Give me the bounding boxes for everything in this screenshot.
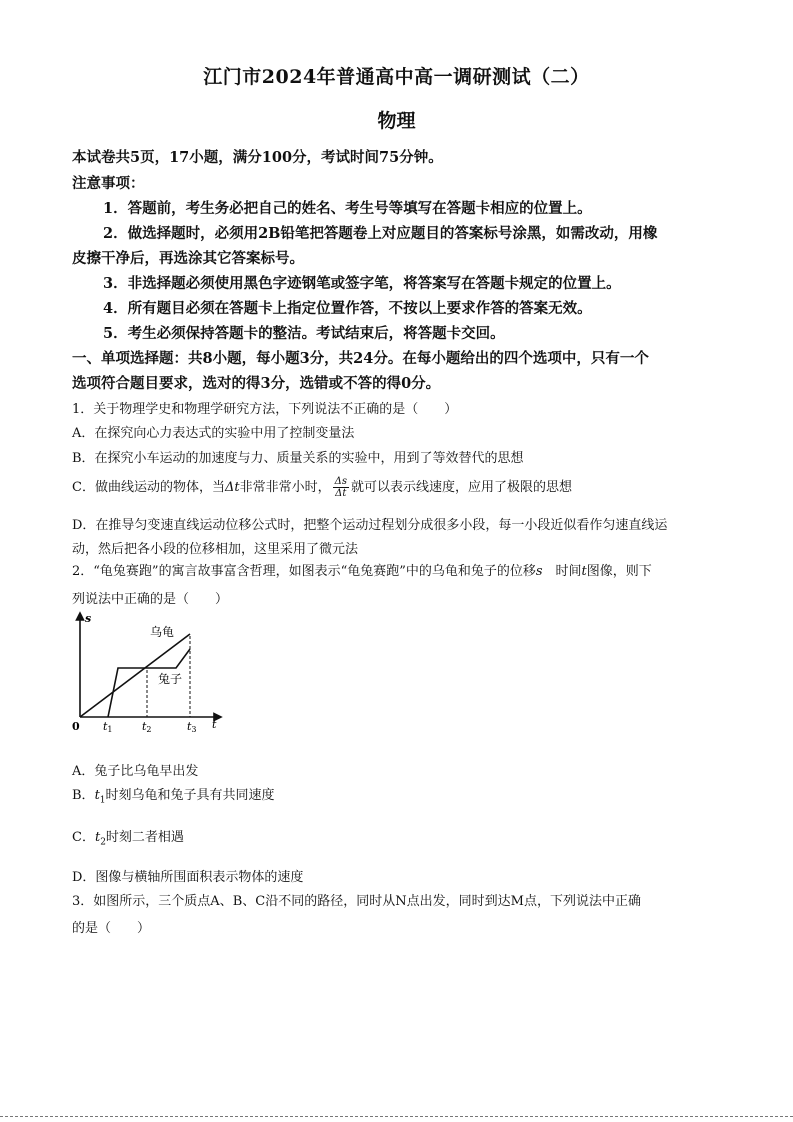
q1-option-d: D．在推导匀变速直线运动位移公式时，把整个运动过程划分成很多小段，每一小段近似看作匀速直线运 xyxy=(72,518,668,533)
t1-symbol: t xyxy=(94,788,100,803)
q2-stem-pre: 2．“龟兔赛跑”的寓言故事富含哲理，如图表示“龟兔赛跑”中的乌龟和兔子的位移 xyxy=(72,564,536,579)
t-symbol: t xyxy=(581,564,587,579)
q1-option-c-post: 就可以表示线速度，应用了极限的思想 xyxy=(350,480,572,495)
q1-option-d-cont: 动，然后把各小段的位移相加，这里采用了微元法 xyxy=(72,542,359,557)
t1-label: t1 xyxy=(103,720,113,734)
q3-stem-post: 点，下列说法中正确 xyxy=(523,894,641,909)
q2-option-a: A．兔子比乌龟早出发 xyxy=(72,764,199,779)
q3-stem-mid: 沿不同的路径，同时从 xyxy=(265,894,396,909)
q2-option-b-post: 时刻乌龟和兔子具有共同速度 xyxy=(105,788,275,803)
point-n: N xyxy=(395,894,407,909)
q2-option-c-pre: C． xyxy=(72,830,95,845)
t2-symbol: t xyxy=(94,830,101,845)
q3-sep-1: 、 xyxy=(219,894,233,909)
delta-t-symbol: Δt xyxy=(224,480,240,495)
q3-stem-pre: 3．如图所示，三个质点 xyxy=(72,894,211,909)
q1-option-c xyxy=(72,476,572,499)
page-bottom-border xyxy=(0,1116,793,1117)
point-b: B xyxy=(232,894,243,909)
rabbit-label: 兔子 xyxy=(158,672,183,686)
tortoise-label: 乌龟 xyxy=(150,625,175,639)
section1-heading: 一、单项选择题：共8小题，每小题3分，共24分。在每小题给出的四个选项中，只有一个 xyxy=(72,350,649,367)
notice-2: 2．做选择题时，必须用2B铅笔把答题卷上对应题目的答案标号涂黑，如需改动，用橡 xyxy=(103,225,658,242)
q3-stem-cont: 的是（ ） xyxy=(72,921,151,936)
t1-subscript: 1 xyxy=(99,795,106,806)
q1-option-c-mid: 非常非常小时， xyxy=(239,480,331,495)
t-axis-label: t xyxy=(212,718,217,731)
exam-intro: 本试卷共5页，17小题，满分100分，考试时间75分钟。 xyxy=(72,149,443,166)
t2-subscript: 2 xyxy=(100,837,106,848)
s-axis-label: s xyxy=(85,612,92,625)
section1-heading-cont: 选项符合题目要求，选对的得3分，选错或不答的得0分。 xyxy=(72,375,441,392)
q3-sep-2: 、 xyxy=(242,894,256,909)
point-a: A xyxy=(210,894,220,909)
notice-1: 1．答题前，考生务必把自己的姓名、考生号等填写在答题卡相应的位置上。 xyxy=(103,200,592,217)
fraction-numerator: Δs xyxy=(334,476,347,487)
notice-heading: 注意事项： xyxy=(72,175,145,192)
q2-option-b-pre: B． xyxy=(72,788,95,803)
ds-over-dt-fraction xyxy=(333,476,349,499)
t2-label: t2 xyxy=(142,720,152,734)
q3-stem-mid2: 点出发，同时到达 xyxy=(406,894,511,909)
q2-option-c-post: 时刻二者相遇 xyxy=(105,830,184,845)
t3-label: t3 xyxy=(187,720,197,734)
point-c: C xyxy=(255,894,266,909)
q3-stem xyxy=(72,890,641,909)
q2-stem-cont: 列说法中正确的是（ ） xyxy=(72,592,229,607)
notice-2-cont: 皮擦干净后，再选涂其它答案标号。 xyxy=(72,250,304,267)
s-t-graph xyxy=(70,608,230,736)
notice-3: 3．非选择题必须使用黑色字迹钢笔或签字笔，将答案写在答题卡规定的位置上。 xyxy=(103,275,621,292)
subject-title: 物理 xyxy=(377,110,416,132)
notice-5: 5．考生必须保持答题卡的整洁。考试结束后，将答题卡交回。 xyxy=(103,325,505,342)
origin-label: 0 xyxy=(72,720,80,733)
s-symbol: s xyxy=(535,564,543,579)
q2-option-c xyxy=(72,826,184,848)
q2-stem xyxy=(72,560,652,579)
notice-4: 4．所有题目必须在答题卡上指定位置作答，不按以上要求作答的答案无效。 xyxy=(103,300,592,317)
q2-option-d: D．图像与横轴所围面积表示物体的速度 xyxy=(72,870,304,885)
q2-stem-post: 图像，则下 xyxy=(586,564,652,579)
q1-option-b: B．在探究小车运动的加速度与力、质量关系的实验中，用到了等效替代的思想 xyxy=(72,451,524,466)
point-m: M xyxy=(510,894,524,909)
q1-option-c-pre: C．做曲线运动的物体，当 xyxy=(72,480,225,495)
fraction-denominator: Δt xyxy=(335,488,347,499)
q1-stem: 1．关于物理学史和物理学研究方法，下列说法不正确的是（ ） xyxy=(72,402,458,417)
exam-title: 江门市2024年普通高中高一调研测试（二） xyxy=(203,66,590,88)
q2-option-b xyxy=(72,784,275,806)
q1-option-a: A．在探究向心力表达式的实验中用了控制变量法 xyxy=(72,426,355,441)
q2-stem-mid: 时间 xyxy=(542,564,582,579)
